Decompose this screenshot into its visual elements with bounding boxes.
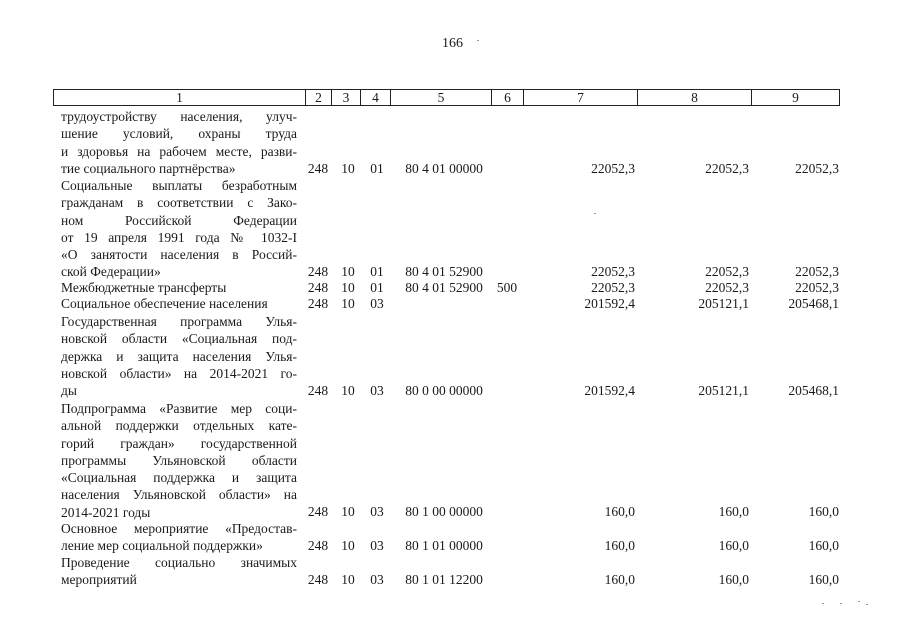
description-line: Межбюджетные трансферты [61,280,227,295]
cell-amount-1: 201592,4 [584,296,635,311]
description-line: тие социального партнёрства» [61,160,236,176]
cell-target-item: 80 4 01 00000 [405,161,483,176]
cell-subsection: 03 [370,504,384,519]
cell-amount-2: 160,0 [718,538,749,553]
cell-subsection: 03 [370,538,384,553]
cell-subsection: 03 [370,572,384,587]
cell-target-item: 80 4 01 52900 [405,280,483,295]
description-line: новской области «Социальная под- [61,331,297,347]
cell-target-item: 80 1 00 00000 [405,504,483,519]
cell-subsection: 03 [370,296,384,311]
cell-amount-1: 160,0 [604,538,635,553]
description-line: Социальные выплаты безработным [61,178,297,193]
cell-amount-3: 22052,3 [795,161,839,176]
cell-subsection: 03 [370,383,384,398]
table-row [0,160,905,177]
table-row [0,263,905,280]
cell-target-item: 80 1 01 00000 [405,538,483,553]
header-col-7: 7 [523,90,637,105]
cell-section: 10 [341,383,355,398]
header-col-9: 9 [751,90,839,105]
description-line: «О занятости населения в Россий- [61,247,297,263]
cell-ministry: 248 [307,572,329,587]
table-row [0,537,905,554]
description-line: и здоровья на рабочем месте, разви- [61,143,297,159]
scan-speck [477,40,479,41]
description-line: Государственная программа Улья- [61,314,297,329]
scan-speck [822,603,824,604]
description-line: Проведение социально значимых [61,555,297,570]
description-line: гражданам в соответствии с Зако- [61,195,297,211]
scan-speck [594,213,596,214]
cell-target-item: 80 4 01 52900 [405,264,483,279]
cell-ministry: 248 [307,296,329,311]
cell-amount-3: 22052,3 [795,264,839,279]
scan-speck [866,604,868,605]
cell-amount-1: 22052,3 [591,280,635,295]
cell-section: 10 [341,296,355,311]
description-line: ление мер социальной поддержки» [61,538,263,554]
cell-ministry: 248 [307,264,329,279]
cell-amount-1: 201592,4 [584,383,635,398]
header-col-5: 5 [390,90,491,105]
description-line: новской области» на 2014-2021 го- [61,365,297,381]
cell-amount-3: 160,0 [808,572,839,587]
header-col-6: 6 [491,90,523,105]
cell-amount-3: 205468,1 [788,383,839,398]
description-line: ном Российской Федерации [61,212,297,228]
description-line: «Социальная поддержка и защита [61,470,297,486]
header-col-3: 3 [331,90,360,105]
description-line: населения Ульяновской области» на [61,487,297,503]
header-col-4: 4 [360,90,390,105]
cell-section: 10 [341,264,355,279]
table-row [0,503,905,520]
cell-target-item: 80 0 00 00000 [405,383,483,398]
cell-amount-3: 160,0 [808,504,839,519]
cell-amount-2: 160,0 [718,504,749,519]
cell-amount-1: 160,0 [604,504,635,519]
cell-ministry: 248 [307,538,329,553]
page-number: 166 [442,36,463,51]
cell-section: 10 [341,161,355,176]
scan-speck [840,603,842,604]
header-col-2: 2 [305,90,331,105]
scan-speck [858,601,860,602]
cell-ministry: 248 [307,383,329,398]
description-line: альной поддержки отдельных кате- [61,418,297,434]
cell-subsection: 01 [370,161,384,176]
cell-amount-1: 160,0 [604,572,635,587]
cell-target-item: 80 1 01 12200 [405,572,483,587]
description-line: Социальное обеспечение населения [61,296,268,311]
cell-ministry: 248 [307,161,329,176]
cell-amount-2: 22052,3 [705,264,749,279]
cell-amount-2: 205121,1 [698,296,749,311]
cell-amount-2: 22052,3 [705,280,749,295]
table-row [0,295,905,312]
cell-subsection: 01 [370,264,384,279]
description-line: трудоустройству населения, улуч- [61,109,297,124]
description-line: ды [61,383,77,399]
cell-section: 10 [341,504,355,519]
description-line: программы Ульяновской области [61,452,297,468]
cell-subsection: 01 [370,280,384,295]
cell-amount-2: 205121,1 [698,383,749,398]
table-header [53,89,840,106]
description-line: Основное мероприятие «Предостав- [61,521,297,536]
cell-amount-2: 160,0 [718,572,749,587]
description-line: ской Федерации» [61,264,161,280]
description-line: горий граждан» государственной [61,435,297,451]
cell-ministry: 248 [307,504,329,519]
description-line: держка и защита населения Улья- [61,348,297,364]
cell-amount-1: 22052,3 [591,161,635,176]
cell-expense-type: 500 [496,280,518,295]
table-row [0,382,905,399]
description-line: Подпрограмма «Развитие мер соци- [61,401,297,416]
header-col-8: 8 [637,90,751,105]
cell-section: 10 [341,572,355,587]
cell-amount-1: 22052,3 [591,264,635,279]
cell-amount-3: 160,0 [808,538,839,553]
cell-section: 10 [341,280,355,295]
cell-amount-2: 22052,3 [705,161,749,176]
cell-amount-3: 22052,3 [795,280,839,295]
cell-amount-3: 205468,1 [788,296,839,311]
cell-section: 10 [341,538,355,553]
description-line: 2014-2021 годы [61,504,151,520]
header-col-1: 1 [176,90,183,105]
description-line: шение условий, охраны труда [61,126,297,142]
table-row [0,279,905,296]
cell-ministry: 248 [307,280,329,295]
table-row [0,571,905,588]
description-line: мероприятий [61,572,137,588]
description-line: от 19 апреля 1991 года № 1032-I [61,229,297,245]
